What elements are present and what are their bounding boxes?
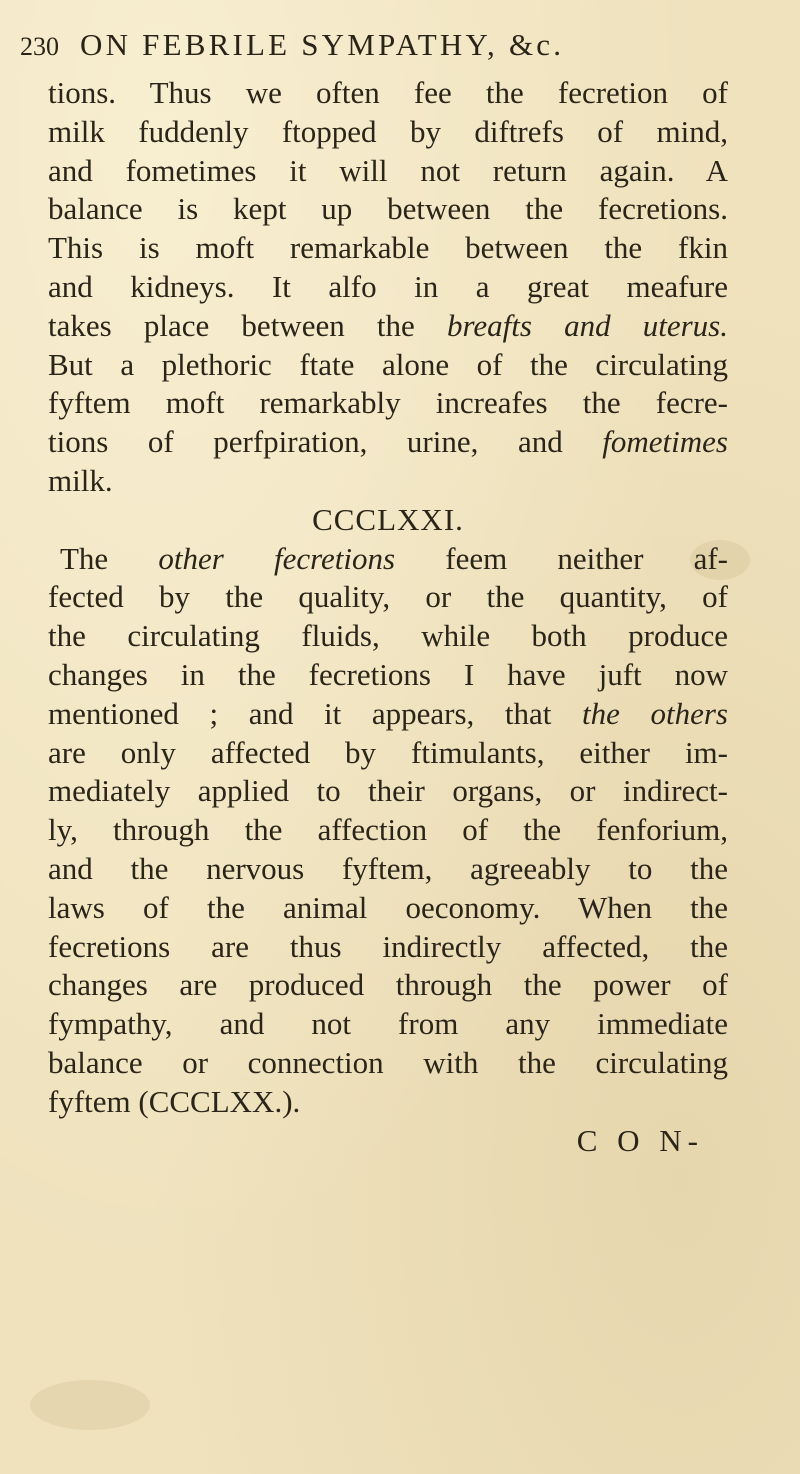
running-title: ON FEBRILE SYMPATHY, &c. (80, 27, 565, 62)
text-line: fecretions are thus indirectly affected, the (48, 928, 728, 964)
paper-stain (30, 1380, 150, 1430)
text-line (48, 307, 728, 346)
text-run: feem neither af- (395, 540, 729, 576)
text-line: balance or connection with the circulating (48, 1044, 728, 1080)
text-line: and the nervous fyftem, agreeably to the (48, 850, 728, 886)
text-run: takes place between the (48, 307, 447, 343)
text-line: are only affected by ftimulants, either im- (48, 734, 728, 770)
text-line: changes are produced through the power of (48, 967, 728, 1003)
text-line: and fometimes it will not return again. A (48, 152, 728, 188)
text-run: tions of perfpiration, urine, and (48, 424, 603, 460)
text-line (48, 540, 728, 579)
text-line (48, 423, 728, 462)
text-line: This is moft remarkable between the fkin (48, 230, 728, 266)
text-line: mediately applied to their organs, or indirect- (48, 773, 728, 809)
text-line: and kidneys. It alfo in a great meafure (48, 268, 728, 304)
text-line: the circulating fluids, while both produce (48, 618, 728, 654)
page-body (48, 74, 728, 1160)
text-line: tions. Thus we often fee the fecretion of (48, 75, 728, 110)
running-head (20, 20, 720, 70)
italic-phrase: breafts and uterus. (446, 307, 728, 343)
text-run: mentioned ; and it appears, that (48, 695, 583, 731)
text-line: ly, through the affection of the fenforium, (48, 812, 728, 848)
text-line: changes in the fecretions I have juft now (48, 656, 728, 692)
page-number: 230 (20, 32, 59, 61)
text-run: The (60, 540, 159, 576)
text-line (48, 695, 728, 734)
text-line: fyftem moft remarkably increafes the fecre- (48, 385, 728, 421)
text-line: fympathy, and not from any immediate (48, 1006, 728, 1042)
italic-phrase: fometimes (602, 424, 728, 460)
catchword: C O N- (576, 1122, 704, 1158)
italic-phrase: the others (582, 695, 728, 731)
text-line: But a plethoric ftate alone of the circulating (48, 346, 728, 382)
italic-phrase: other fecretions (158, 540, 396, 576)
text-line: milk fuddenly ftopped by diftrefs of mind, (48, 113, 728, 149)
text-line: balance is kept up between the fecretions. (48, 191, 728, 227)
text-line: fyftem (CCCLXX.). (48, 1083, 301, 1119)
section-heading: CCCLXXI. (312, 501, 464, 537)
text-line: laws of the animal oeconomy. When the (48, 889, 728, 925)
text-line: fected by the quality, or the quantity, of (48, 579, 728, 615)
text-line: milk. (48, 462, 113, 498)
